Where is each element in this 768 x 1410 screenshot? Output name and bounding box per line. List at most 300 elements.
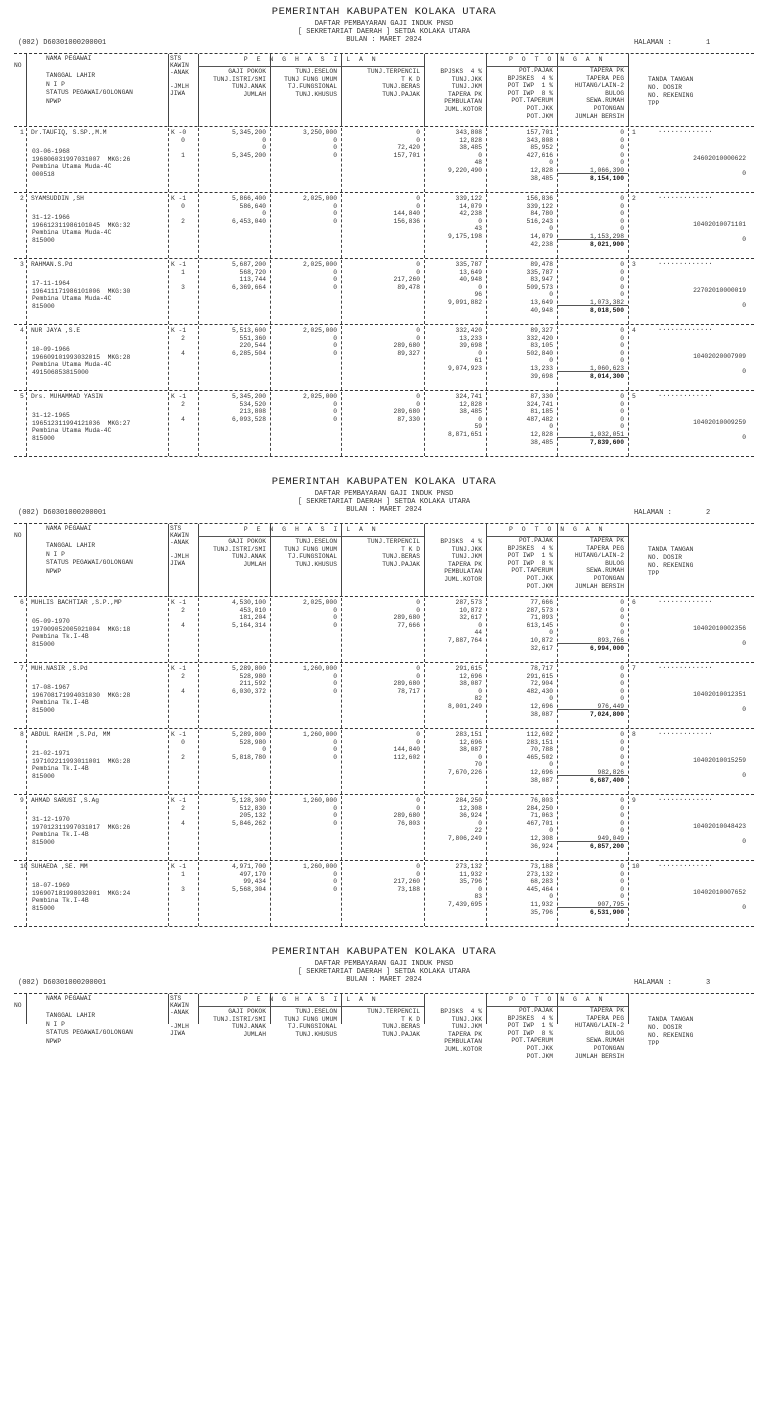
deduction-value: 0 xyxy=(620,753,624,761)
salary-value: 211,592 xyxy=(239,680,266,688)
col-pot1-label: POT.PAJAK xyxy=(518,1007,553,1014)
gross-value: 39,698 xyxy=(459,342,482,350)
net-pay-rule xyxy=(557,709,628,710)
table-row xyxy=(0,598,768,664)
marital-status: 0 xyxy=(181,202,185,210)
employee-name: MUHLIS BACHTIAR ,S.P.,MP xyxy=(31,599,122,606)
allowance-value: 89,327 xyxy=(397,349,420,357)
marital-status: K -1 xyxy=(171,393,187,400)
col-eselon-label: TUNJ.KHUSUS xyxy=(295,560,337,568)
net-pay-value: 7,024,800 xyxy=(589,710,624,718)
salary-value: 113,744 xyxy=(239,276,266,284)
col-sts-label: KAWIN xyxy=(170,62,189,69)
deduction-value: 0 xyxy=(620,225,624,233)
salary-value: 5,345,200 xyxy=(231,151,266,159)
account-number: 10402020007909 xyxy=(693,353,746,360)
col-pot1-label: POT.JKK xyxy=(526,105,553,112)
col-pegawai-label: STATUS PEGAWAI/GOLONGAN xyxy=(46,1029,133,1037)
row-divider xyxy=(26,392,27,456)
potongan-heading: P O T O N G A N xyxy=(508,56,605,63)
header-divider xyxy=(26,994,27,1024)
gross-value: 0 xyxy=(478,885,482,893)
gross-value: 335,787 xyxy=(455,261,482,268)
col-pot1-label: POT.JKM xyxy=(526,582,553,590)
birth-date: 31-12-1970 xyxy=(32,816,70,823)
col-eselon-label: TJ.FUNGSIONAL xyxy=(287,553,337,561)
deduction-value: 72,904 xyxy=(530,680,553,688)
deduction-value: 12,696 xyxy=(530,703,553,710)
header-bottom-rule xyxy=(14,126,754,127)
penghasilan-underline xyxy=(198,1006,424,1007)
gross-value: 0 xyxy=(478,621,482,629)
gross-value: 82 xyxy=(474,695,482,703)
gross-value: 332,420 xyxy=(455,327,482,334)
deduction-value: 1,153,298 xyxy=(589,233,624,240)
col-terpencil-label: TUNJ.PAJAK xyxy=(382,560,420,568)
tpp-value: 0 xyxy=(742,772,746,779)
col-ttd-label: NO. REKENING xyxy=(648,1032,694,1039)
col-ttd-label: TPP xyxy=(648,1040,660,1047)
birth-date: 21-02-1971 xyxy=(32,750,70,757)
birth-date: 17-08-1967 xyxy=(32,684,70,691)
birth-date: 03-06-1968 xyxy=(32,148,70,155)
row-number: 1 xyxy=(20,129,24,136)
deduction-value: 0 xyxy=(549,225,553,233)
col-eselon-label: TUNJ.ESELON xyxy=(295,538,337,545)
allowance-value: 72,420 xyxy=(397,144,420,152)
col-pot2-label: POTONGAN xyxy=(593,1045,624,1052)
col-pegawai-label: NPWP xyxy=(46,1038,62,1045)
allowance-value: 0 xyxy=(416,400,420,408)
marital-status: 1 xyxy=(181,268,185,276)
allowance-value: 0 xyxy=(333,217,337,225)
allowance-value: 144,840 xyxy=(393,210,420,218)
header-divider xyxy=(628,54,629,127)
salary-value: 5,846,262 xyxy=(231,819,266,827)
employee-rank: Pembina Tk.I-4B xyxy=(32,699,89,706)
penghasilan-heading: P E N G H A S I L A N xyxy=(243,56,379,63)
col-gaji-label: TUNJ.ISTRI/SMI xyxy=(213,75,266,83)
col-bpjs-label: JUML.KOTOR xyxy=(444,1046,482,1053)
deduction-value: 0 xyxy=(549,827,553,835)
col-pot2-label: TAPERA PEG xyxy=(586,1014,624,1022)
row-number: 10 xyxy=(20,863,28,870)
deduction-value: 0 xyxy=(620,687,624,695)
allowance-value: 0 xyxy=(416,334,420,342)
employee-npwp: 815000 xyxy=(32,434,55,442)
col-no-label: NO xyxy=(14,1002,22,1009)
employee-nip: 196411171986101006 MKG:30 xyxy=(32,287,131,295)
col-ttd-label: TANDA TANGAN xyxy=(648,1016,694,1023)
deduction-value: 38,485 xyxy=(530,174,553,182)
deduction-value: 0 xyxy=(620,349,624,357)
col-pegawai-label: N I P xyxy=(46,550,65,558)
deduction-value: 324,741 xyxy=(526,400,553,408)
gross-value: 7,887,764 xyxy=(447,637,482,644)
allowance-value: 0 xyxy=(416,797,420,804)
salary-value: 586,640 xyxy=(239,202,266,210)
allowance-value: 0 xyxy=(416,202,420,210)
row-number: 6 xyxy=(20,599,24,606)
col-sts-label: -ANAK xyxy=(170,1009,189,1016)
net-pay-rule xyxy=(557,173,628,174)
col-gaji-label: GAJI POKOK xyxy=(228,538,266,545)
header-divider xyxy=(26,524,27,597)
col-bpjs-label: TAPERA PK xyxy=(447,90,482,98)
gross-value: 14,079 xyxy=(459,202,482,210)
col-sts-label: JIWA xyxy=(170,1030,186,1037)
col-pot2-label: TAPERA PK xyxy=(589,67,624,74)
account-number: 24602010000622 xyxy=(693,155,746,162)
allowance-value: 0 xyxy=(333,283,337,291)
col-pegawai-label: TANGGAL LAHIR xyxy=(46,1012,96,1020)
marital-status: K -1 xyxy=(171,863,187,870)
col-bpjs-label: TUNJ.JKK xyxy=(451,75,482,83)
gross-value: 42,238 xyxy=(459,210,482,218)
page-title: PEMERINTAH KABUPATEN KOLAKA UTARA xyxy=(271,6,497,18)
marital-status: 0 xyxy=(181,136,185,144)
signature-number: 5 xyxy=(632,393,636,400)
net-pay-value: 8,018,500 xyxy=(589,306,624,314)
gross-value: 7,806,249 xyxy=(447,835,482,842)
col-gaji-label: TUNJ.ANAK xyxy=(231,553,266,561)
deduction-value: 1,060,623 xyxy=(589,365,624,372)
deduction-value: 0 xyxy=(620,893,624,901)
col-pot2-label: BULOG xyxy=(605,559,624,567)
deduction-value: 0 xyxy=(549,629,553,637)
deduction-value: 0 xyxy=(620,665,624,672)
penghasilan-underline xyxy=(198,66,424,67)
gross-value: 48 xyxy=(474,159,482,167)
deduction-value: 0 xyxy=(620,151,624,159)
net-pay-value: 6,531,900 xyxy=(589,908,624,916)
col-pot2-label: TAPERA PK xyxy=(589,537,624,544)
col-pegawai-label: N I P xyxy=(46,80,65,88)
penghasilan-heading: P E N G H A S I L A N xyxy=(243,996,379,1003)
deduction-value: 465,502 xyxy=(526,753,553,761)
net-pay-value: 8,014,300 xyxy=(589,372,624,380)
gross-value: 13,233 xyxy=(459,334,482,342)
deduction-value: 68,283 xyxy=(530,878,553,886)
allowance-value: 0 xyxy=(333,415,337,423)
col-pegawai-label: NPWP xyxy=(46,568,62,575)
col-bpjs-label: TUNJ.JKM xyxy=(451,1023,482,1031)
col-sts-label: STS xyxy=(170,525,182,532)
salary-value: 5,289,800 xyxy=(231,731,266,738)
marital-status: K -1 xyxy=(171,599,187,606)
marital-status: K -1 xyxy=(171,327,187,334)
col-pegawai-label: TANGGAL LAHIR xyxy=(46,542,96,550)
deduction-value: 0 xyxy=(620,746,624,754)
col-bpjs-label: TUNJ.JKM xyxy=(451,553,482,561)
employee-npwp: 815000 xyxy=(32,772,55,780)
deduction-value: 85,952 xyxy=(530,144,553,152)
employee-npwp: 491506853815000 xyxy=(32,368,89,376)
marital-status: 2 xyxy=(181,672,185,680)
deduction-value: 0 xyxy=(549,695,553,703)
gross-value: 0 xyxy=(478,753,482,761)
account-number: 10402010002356 xyxy=(693,625,746,632)
header-divider xyxy=(628,994,629,1024)
allowance-value: 0 xyxy=(416,268,420,276)
deduction-value: 0 xyxy=(620,863,624,870)
deduction-value: 0 xyxy=(620,629,624,637)
col-ttd-label: TANDA TANGAN xyxy=(648,546,694,553)
allowance-value: 217,260 xyxy=(393,276,420,284)
marital-status: K -1 xyxy=(171,195,187,202)
gross-value: 38,485 xyxy=(459,144,482,152)
deduction-value: 0 xyxy=(620,827,624,835)
tpp-value: 0 xyxy=(742,170,746,177)
marital-status: 4 xyxy=(181,687,185,695)
row-divider xyxy=(168,392,169,456)
page-subtitle-unit: [ SEKRETARIAT DAERAH ] SETDA KOLAKA UTARA xyxy=(297,968,471,976)
report-page xyxy=(0,940,768,1410)
col-no-label: NO xyxy=(14,532,22,539)
col-pot1-label: POT IWP 1 % xyxy=(507,552,553,560)
row-divider xyxy=(26,194,27,258)
gross-value: 43 xyxy=(474,225,482,233)
col-pot1-label: BPJSKES 4 % xyxy=(507,74,553,82)
unit-code: (002) D60301000200001 xyxy=(18,39,107,47)
allowance-value: 0 xyxy=(416,195,420,202)
allowance-value: 289,680 xyxy=(393,408,420,416)
gross-value: 10,872 xyxy=(459,606,482,614)
col-eselon-label: TJ.FUNGSIONAL xyxy=(287,83,337,91)
tpp-value: 0 xyxy=(742,302,746,309)
col-gaji-label: JUMLAH xyxy=(243,90,266,98)
employee-rank: Pembina Utama Muda-4C xyxy=(32,163,112,170)
col-pot1-label: POT.JKK xyxy=(526,1045,553,1052)
col-terpencil-label: TUNJ.TERPENCIL xyxy=(367,68,420,75)
allowance-value: 1,260,000 xyxy=(302,665,337,672)
salary-value: 512,830 xyxy=(239,804,266,812)
deduction-value: 0 xyxy=(549,761,553,769)
deduction-value: 13,649 xyxy=(530,299,553,306)
net-pay-rule xyxy=(557,305,628,306)
net-pay-rule xyxy=(557,775,628,776)
account-number: 10402010012351 xyxy=(693,691,746,698)
deduction-value: 0 xyxy=(620,144,624,152)
salary-value: 0 xyxy=(262,210,266,218)
allowance-value: 89,478 xyxy=(397,283,420,291)
gross-value: 8,871,651 xyxy=(447,431,482,438)
deduction-value: 10,872 xyxy=(530,637,553,644)
table-row xyxy=(0,664,768,730)
tpp-value: 0 xyxy=(742,640,746,647)
gross-value: 0 xyxy=(478,217,482,225)
col-bpjs-label: JUML.KOTOR xyxy=(444,106,482,113)
row-divider xyxy=(168,194,169,258)
signature-number: 4 xyxy=(632,327,636,334)
col-bpjs-label: PEMBULATAN xyxy=(444,98,482,106)
allowance-value: 0 xyxy=(333,606,337,614)
signature-number: 8 xyxy=(632,731,636,738)
salary-value: 5,687,200 xyxy=(231,261,266,268)
col-ttd-label: NO. REKENING xyxy=(648,562,694,569)
signature-line: ............. xyxy=(658,391,713,399)
allowance-value: 0 xyxy=(333,349,337,357)
marital-status: K -1 xyxy=(171,731,187,738)
table-row xyxy=(0,730,768,796)
col-bpjs-label: BPJSKS 4 % xyxy=(440,68,482,75)
tpp-value: 0 xyxy=(742,368,746,375)
allowance-value: 144,840 xyxy=(393,746,420,754)
allowance-value: 0 xyxy=(333,210,337,218)
col-pot1-label: POT.TAPERUM xyxy=(511,97,553,105)
allowance-value: 0 xyxy=(333,621,337,629)
gross-value: 284,250 xyxy=(455,797,482,804)
deduction-value: 36,924 xyxy=(530,842,553,850)
deduction-value: 0 xyxy=(620,423,624,431)
gross-value: 0 xyxy=(478,349,482,357)
deduction-value: 12,696 xyxy=(530,769,553,776)
table-row xyxy=(0,326,768,392)
allowance-value: 112,602 xyxy=(393,753,420,761)
row-divider xyxy=(168,796,169,860)
deduction-value: 0 xyxy=(620,327,624,334)
col-sts-label: -ANAK xyxy=(170,69,189,76)
deduction-value: 78,717 xyxy=(530,665,553,672)
gross-value: 40,948 xyxy=(459,276,482,284)
deduction-value: 0 xyxy=(620,885,624,893)
gross-value: 12,828 xyxy=(459,400,482,408)
deduction-value: 40,948 xyxy=(530,306,553,314)
header-divider xyxy=(168,994,169,1024)
table-row xyxy=(0,392,768,458)
employee-rank: Pembina Tk.I-4B xyxy=(32,765,89,772)
deduction-value: 482,430 xyxy=(526,687,553,695)
salary-value: 528,980 xyxy=(239,738,266,746)
account-number: 10402010048423 xyxy=(693,823,746,830)
row-divider xyxy=(26,598,27,662)
header-divider xyxy=(628,524,629,597)
row-divider xyxy=(26,664,27,728)
salary-value: 5,164,314 xyxy=(231,621,266,629)
signature-line: ............. xyxy=(658,795,713,803)
gross-value: 0 xyxy=(478,283,482,291)
col-ttd-label: NO. DOSIR xyxy=(648,84,683,91)
col-pegawai-label: TANGGAL LAHIR xyxy=(46,72,96,80)
allowance-value: 2,025,000 xyxy=(302,393,337,400)
allowance-value: 2,025,000 xyxy=(302,261,337,268)
deduction-value: 81,185 xyxy=(530,408,553,416)
col-pot2-label: SEWA.RUMAH xyxy=(586,567,624,575)
deduction-value: 70,788 xyxy=(530,746,553,754)
salary-value: 4,971,700 xyxy=(231,863,266,870)
deduction-value: 156,836 xyxy=(526,195,553,202)
deduction-value: 0 xyxy=(620,731,624,738)
net-pay-value: 6,857,200 xyxy=(589,842,624,850)
allowance-value: 1,260,000 xyxy=(302,731,337,738)
deduction-value: 83,947 xyxy=(530,276,553,284)
salary-value: 5,289,800 xyxy=(231,665,266,672)
deduction-value: 38,485 xyxy=(530,438,553,446)
marital-status: 4 xyxy=(181,621,185,629)
allowance-value: 0 xyxy=(416,327,420,334)
col-eselon-label: TUNJ FUNG UMUM xyxy=(284,75,337,83)
gross-value: 38,087 xyxy=(459,746,482,754)
employee-name: Dr.TAUFIQ, S.SP.,M.M xyxy=(31,129,107,136)
employee-nip: 197012311997031017 MKG:26 xyxy=(32,823,131,831)
signature-line: ............. xyxy=(658,597,713,605)
allowance-value: 0 xyxy=(416,672,420,680)
salary-value: 6,030,372 xyxy=(231,687,266,695)
net-pay-rule xyxy=(557,239,628,240)
report-page xyxy=(0,0,768,470)
halaman-number: 1 xyxy=(706,39,711,47)
allowance-value: 0 xyxy=(333,136,337,144)
deduction-value: 0 xyxy=(549,357,553,365)
allowance-value: 1,260,000 xyxy=(302,863,337,870)
unit-code: (002) D60301000200001 xyxy=(18,509,107,517)
deduction-value: 0 xyxy=(620,870,624,878)
birth-date: 05-09-1970 xyxy=(32,618,70,625)
salary-value: 220,544 xyxy=(239,342,266,350)
col-terpencil-label: TUNJ.PAJAK xyxy=(382,1030,420,1038)
employee-npwp: 815000 xyxy=(32,236,55,244)
row-separator xyxy=(14,662,754,663)
birth-date: 18-07-1969 xyxy=(32,882,70,889)
col-eselon-label: TJ.FUNGSIONAL xyxy=(287,1023,337,1031)
row-divider xyxy=(26,730,27,794)
signature-number: 10 xyxy=(632,863,640,870)
account-number: 22702010000019 xyxy=(693,287,746,294)
marital-status: K -1 xyxy=(171,261,187,268)
allowance-value: 0 xyxy=(416,870,420,878)
allowance-value: 0 xyxy=(333,878,337,886)
row-divider xyxy=(26,862,27,926)
employee-nip: 196806031997031007 MKG:26 xyxy=(32,155,131,163)
allowance-value: 2,025,000 xyxy=(302,195,337,202)
deduction-value: 0 xyxy=(620,217,624,225)
row-divider xyxy=(26,260,27,324)
penghasilan-heading: P E N G H A S I L A N xyxy=(243,526,379,533)
col-pot1-label: POT.JKM xyxy=(526,1052,553,1060)
deduction-value: 0 xyxy=(620,599,624,606)
col-terpencil-label: TUNJ.BERAS xyxy=(382,1023,420,1031)
col-ttd-label: NO. DOSIR xyxy=(648,1024,683,1031)
deduction-value: 12,828 xyxy=(530,431,553,438)
col-terpencil-label: T K D xyxy=(401,545,420,553)
net-pay-value: 6,994,000 xyxy=(589,644,624,652)
deduction-value: 38,087 xyxy=(530,776,553,784)
marital-status: 4 xyxy=(181,819,185,827)
page-subtitle: DAFTAR PEMBAYARAN GAJI INDUK PNSD xyxy=(314,20,454,28)
allowance-value: 0 xyxy=(416,665,420,672)
deduction-value: 0 xyxy=(620,606,624,614)
tpp-value: 0 xyxy=(742,706,746,713)
col-pot1-label: POT IWP 1 % xyxy=(507,1022,553,1030)
header-divider xyxy=(168,524,169,597)
col-bpjs-label: JUML.KOTOR xyxy=(444,576,482,583)
signature-line: ............. xyxy=(658,861,713,869)
col-pot1-label: BPJSKES 4 % xyxy=(507,544,553,552)
page-subtitle-month: BULAN : MARET 2024 xyxy=(346,36,422,44)
gross-value: 343,808 xyxy=(455,129,482,136)
deduction-value: 77,666 xyxy=(530,599,553,606)
allowance-value: 0 xyxy=(416,129,420,136)
gross-value: 22 xyxy=(474,827,482,835)
col-gaji-label: JUMLAH xyxy=(243,1030,266,1038)
page-subtitle: DAFTAR PEMBAYARAN GAJI INDUK PNSD xyxy=(314,490,454,498)
employee-nip: 197102211993011001 MKG:28 xyxy=(32,757,131,765)
col-terpencil-label: TUNJ.TERPENCIL xyxy=(367,538,420,545)
row-divider xyxy=(168,862,169,926)
allowance-value: 157,701 xyxy=(393,151,420,159)
deduction-value: 12,308 xyxy=(530,835,553,842)
gross-value: 96 xyxy=(474,291,482,299)
